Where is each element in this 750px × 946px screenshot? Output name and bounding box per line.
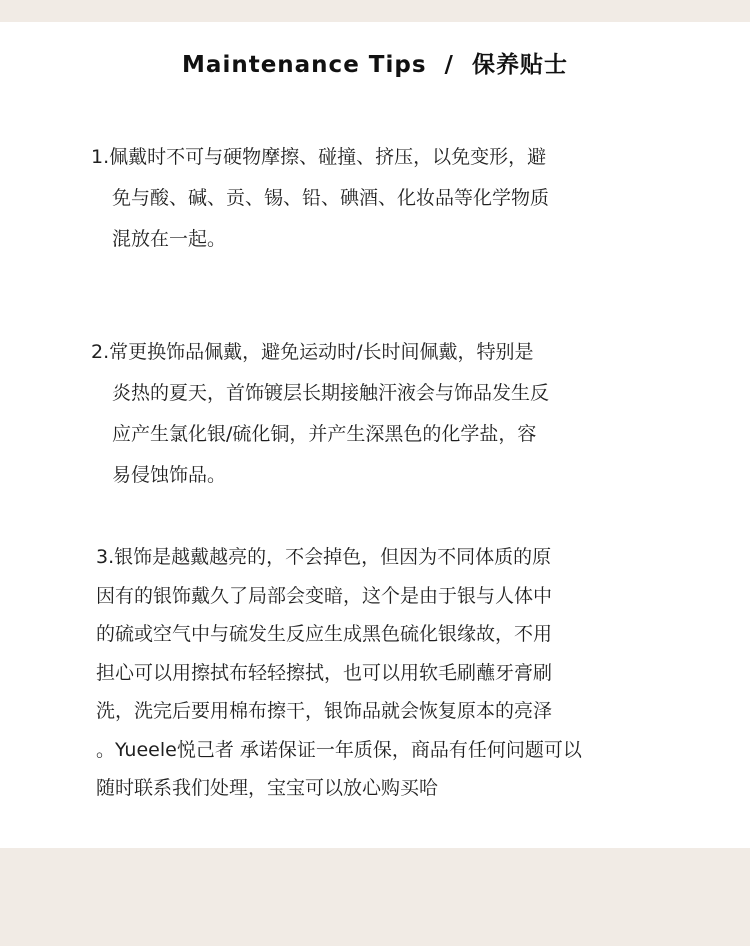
tip-3-line-7: 随时联系我们处理，宝宝可以放心购买哈 (96, 777, 439, 799)
page-title: Maintenance Tips / 保养贴士 (182, 52, 568, 78)
tip-2-line-3: 应产生氯化银/硫化铜，并产生深黑色的化学盐，容 (112, 423, 537, 445)
tip-2-line-2: 炎热的夏天，首饰镀层长期接触汗液会与饰品发生反 (112, 382, 550, 404)
tip-item-3 (96, 538, 582, 808)
top-band (0, 0, 750, 22)
tip-3-line-3: 的硫或空气中与硫发生反应生成黑色硫化银缘故，不用 (96, 623, 553, 645)
tip-item-2 (91, 332, 549, 496)
tip-3-line-5: 洗，洗完后要用棉布擦干，银饰品就会恢复原本的亮泽 (96, 700, 553, 722)
tip-1-line-1: 1.佩戴时不可与硬物摩擦、碰撞、挤压，以免变形，避 (91, 146, 547, 168)
tip-3-line-2: 因有的银饰戴久了局部会变暗，这个是由于银与人体中 (96, 584, 553, 607)
tip-2-line-1: 2.常更换饰品佩戴，避免运动时/长时间佩戴，特别是 (91, 341, 534, 363)
tip-2-line-4: 易侵蚀饰品。 (112, 464, 227, 486)
tip-1-line-2: 免与酸、碱、贡、锡、铅、碘酒、化妆品等化学物质 (112, 187, 550, 209)
tip-3-line-6: 。Yueele悦己者 承诺保证一年质保，商品有任何问题可以 (96, 738, 582, 761)
tip-item-1 (91, 137, 549, 260)
tip-3-line-1: 3.银饰是越戴越亮的，不会掉色，但因为不同体质的原 (96, 546, 552, 568)
bottom-band (0, 848, 750, 946)
tip-3-line-4: 担心可以用擦拭布轻轻擦拭，也可以用软毛刷蘸牙膏刷 (96, 661, 553, 684)
tip-1-line-3: 混放在一起。 (112, 228, 227, 250)
